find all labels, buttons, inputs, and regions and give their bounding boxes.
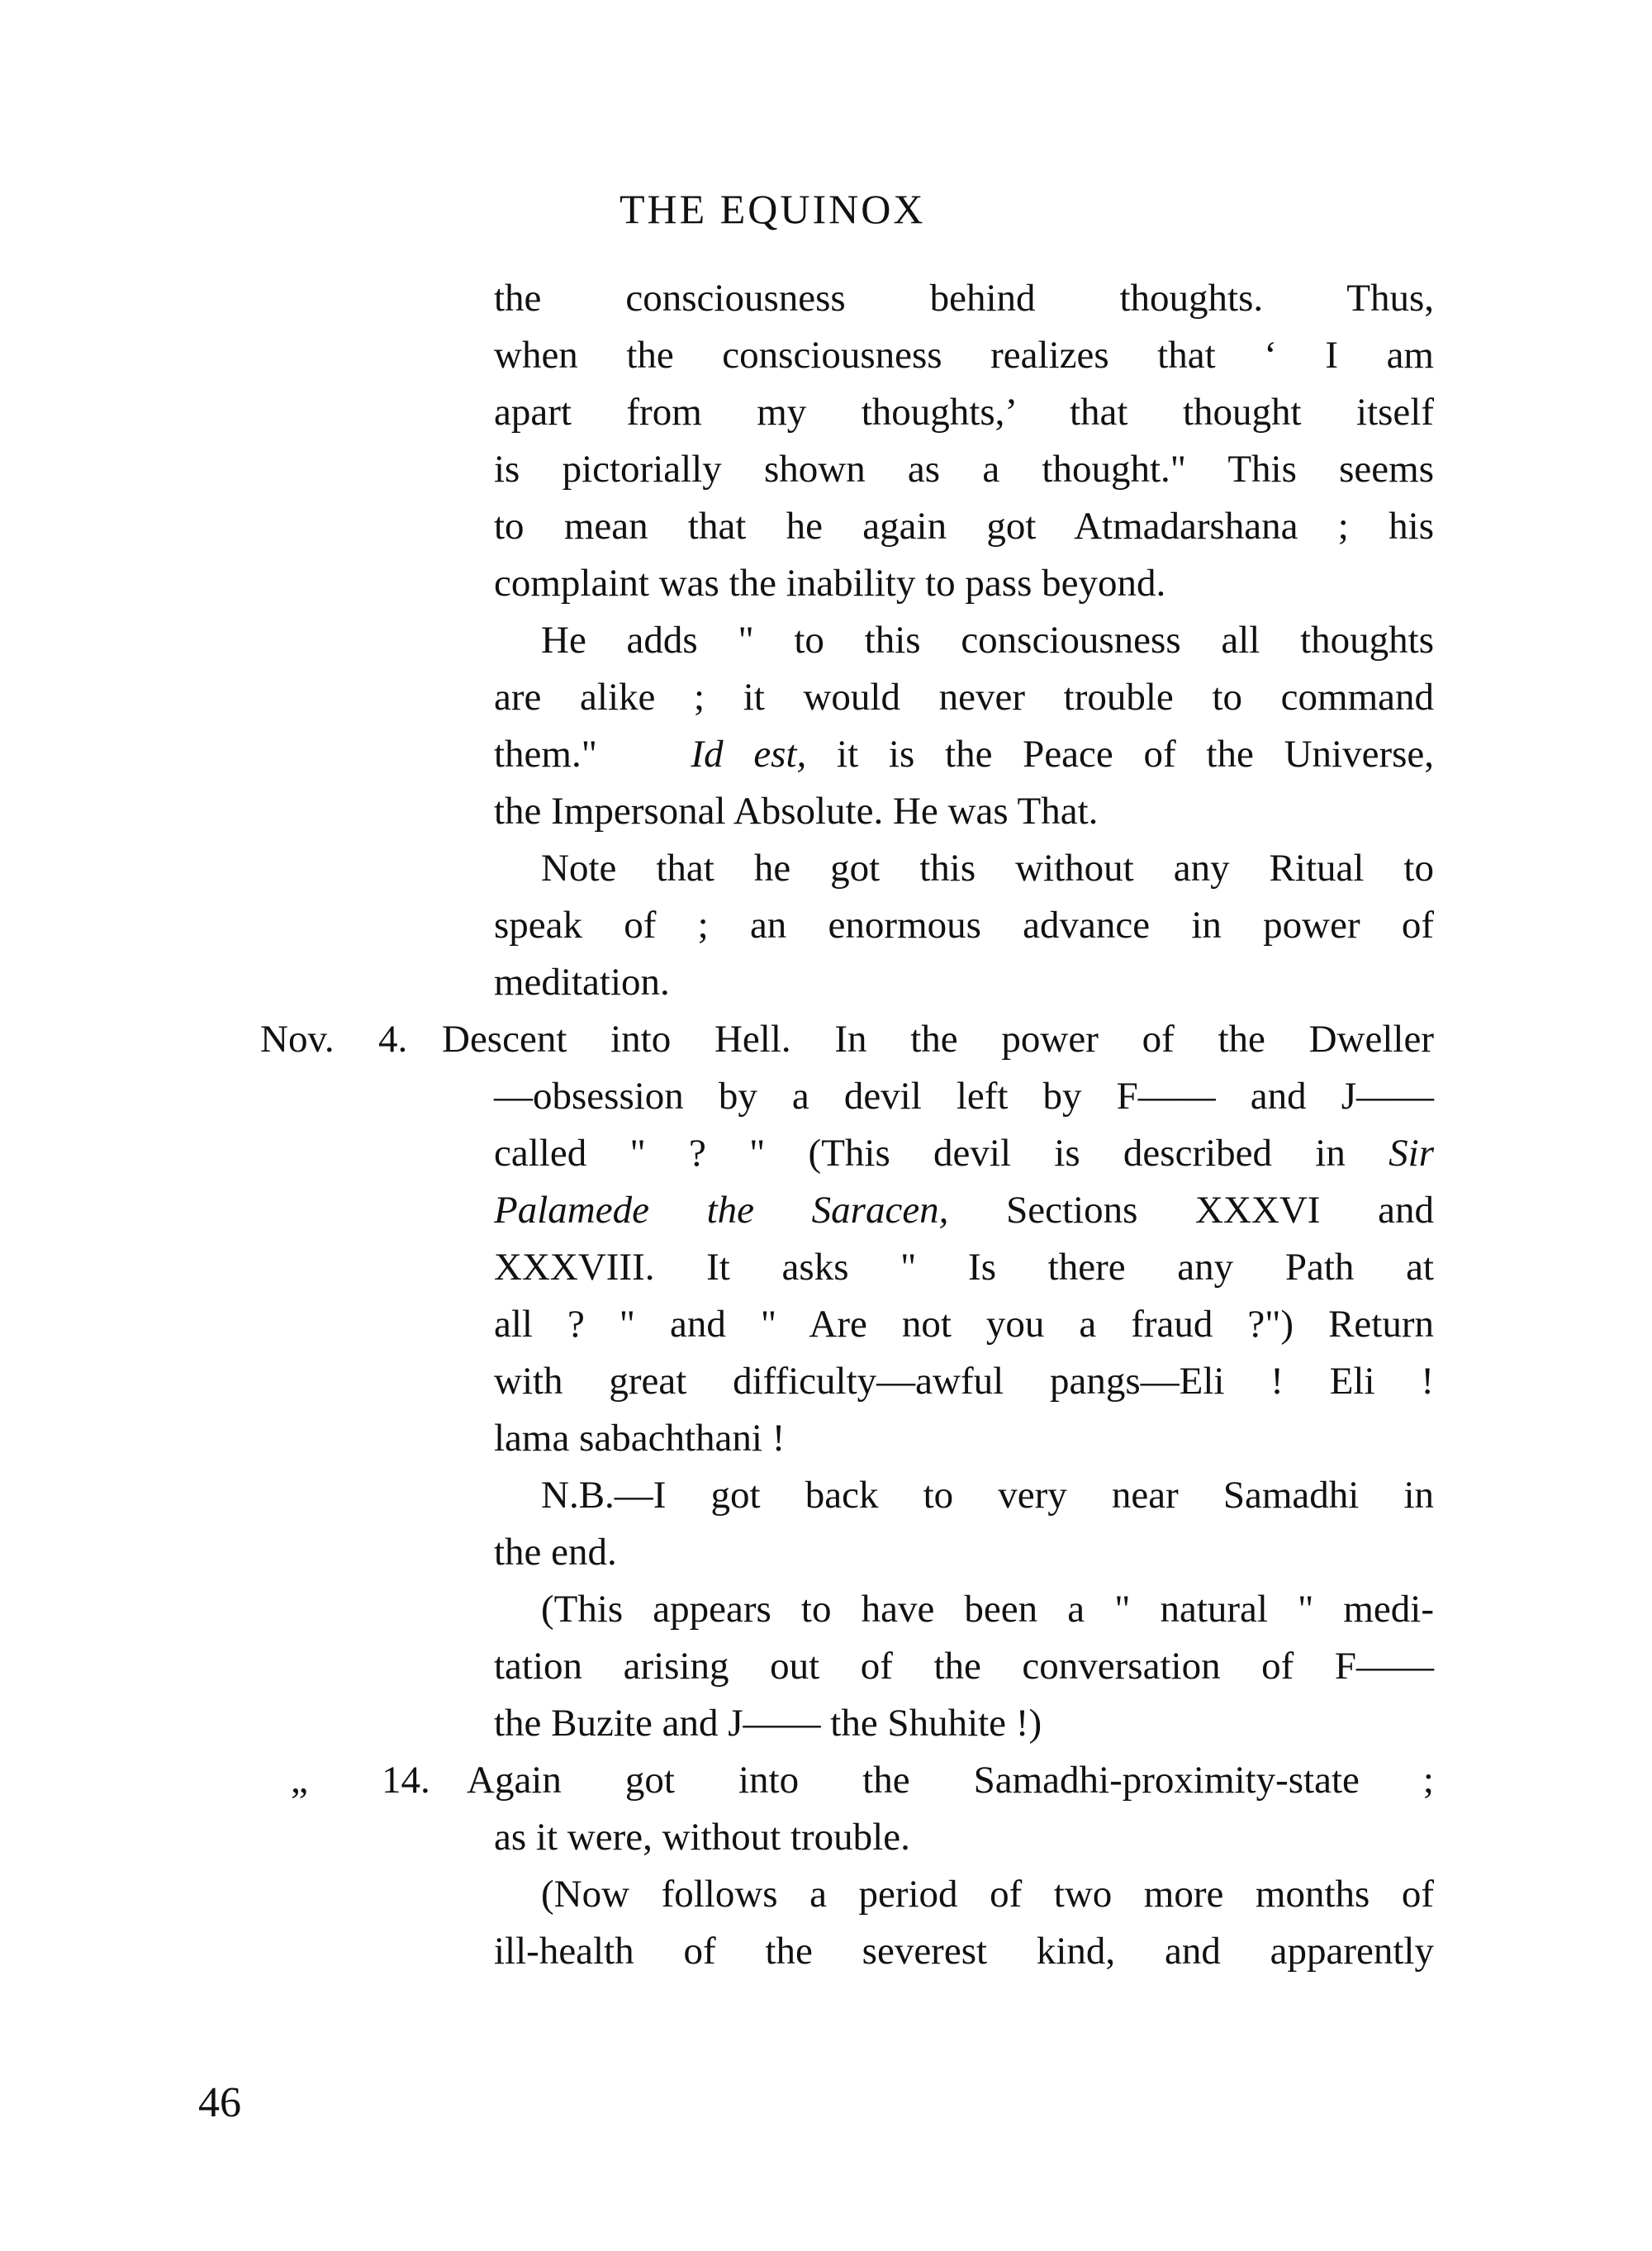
page-number: 46: [198, 2079, 241, 2126]
text-line: lama sabachthani !: [494, 1417, 786, 1460]
text-line-with-italic: [494, 735, 1434, 774]
text-line: —obsession by a devil left by F—— and J——: [494, 1075, 1434, 1118]
italic-fragment: Sir: [1389, 1132, 1434, 1175]
date-day: 14.: [382, 1759, 430, 1802]
text-line: He adds " to this consciousness all thoughts: [541, 619, 1434, 662]
italic-fragment: Palamede the Saracen,: [494, 1189, 949, 1232]
text-line: complaint was the inability to pass beyond.: [494, 562, 1166, 605]
text-line: Note that he got this without any Ritual to: [541, 847, 1434, 890]
text-line: Again got into the Samadhi-proximity-state ;: [467, 1759, 1434, 1802]
text-fragment: called " ? " (This devil is described in: [494, 1132, 1346, 1175]
text-fragment: Sections XXXVI and: [1006, 1189, 1434, 1232]
text-line: the consciousness behind thoughts. Thus,: [494, 277, 1434, 320]
date-month: Nov.: [260, 1018, 335, 1061]
text-line: meditation.: [494, 961, 670, 1004]
text-line: Descent into Hell. In the power of the Dweller: [442, 1018, 1434, 1061]
text-line: (This appears to have been a " natural " medi-: [541, 1588, 1434, 1631]
text-line: the Impersonal Absolute. He was That.: [494, 790, 1099, 833]
text-line-with-italic: [494, 1134, 1434, 1173]
text-line: the Buzite and J—— the Shuhite !): [494, 1702, 1042, 1745]
text-line: to mean that he again got Atmadarshana ; his: [494, 505, 1434, 548]
text-line: the end.: [494, 1531, 617, 1574]
text-line: XXXVIII. It asks " Is there any Path at: [494, 1246, 1434, 1289]
text-line-with-italic: [494, 1191, 1434, 1230]
text-line: tation arising out of the conversation of F——: [494, 1645, 1434, 1688]
text-line: is pictorially shown as a thought." This seems: [494, 448, 1434, 491]
text-line: apart from my thoughts,’ that thought itself: [494, 391, 1434, 434]
ditto-mark: „: [291, 1759, 308, 1802]
date-day: 4.: [378, 1018, 408, 1061]
italic-fragment: Id est,: [691, 733, 807, 776]
text-fragment: it is the Peace of the Universe,: [837, 733, 1434, 776]
text-line: as it were, without trouble.: [494, 1816, 910, 1859]
text-fragment: them.": [494, 733, 597, 776]
text-line: speak of ; an enormous advance in power of: [494, 904, 1434, 947]
text-line: with great difficulty—awful pangs—Eli ! Eli !: [494, 1360, 1434, 1403]
text-line: (Now follows a period of two more months of: [541, 1873, 1434, 1916]
running-head: THE EQUINOX: [620, 186, 926, 232]
text-line: when the consciousness realizes that ‘ I am: [494, 334, 1434, 377]
text-line: ill-health of the severest kind, and apparently: [494, 1930, 1434, 1973]
text-line: are alike ; it would never trouble to command: [494, 676, 1434, 719]
text-line: N.B.—I got back to very near Samadhi in: [541, 1474, 1434, 1517]
text-line: all ? " and " Are not you a fraud ?") Return: [494, 1303, 1434, 1346]
